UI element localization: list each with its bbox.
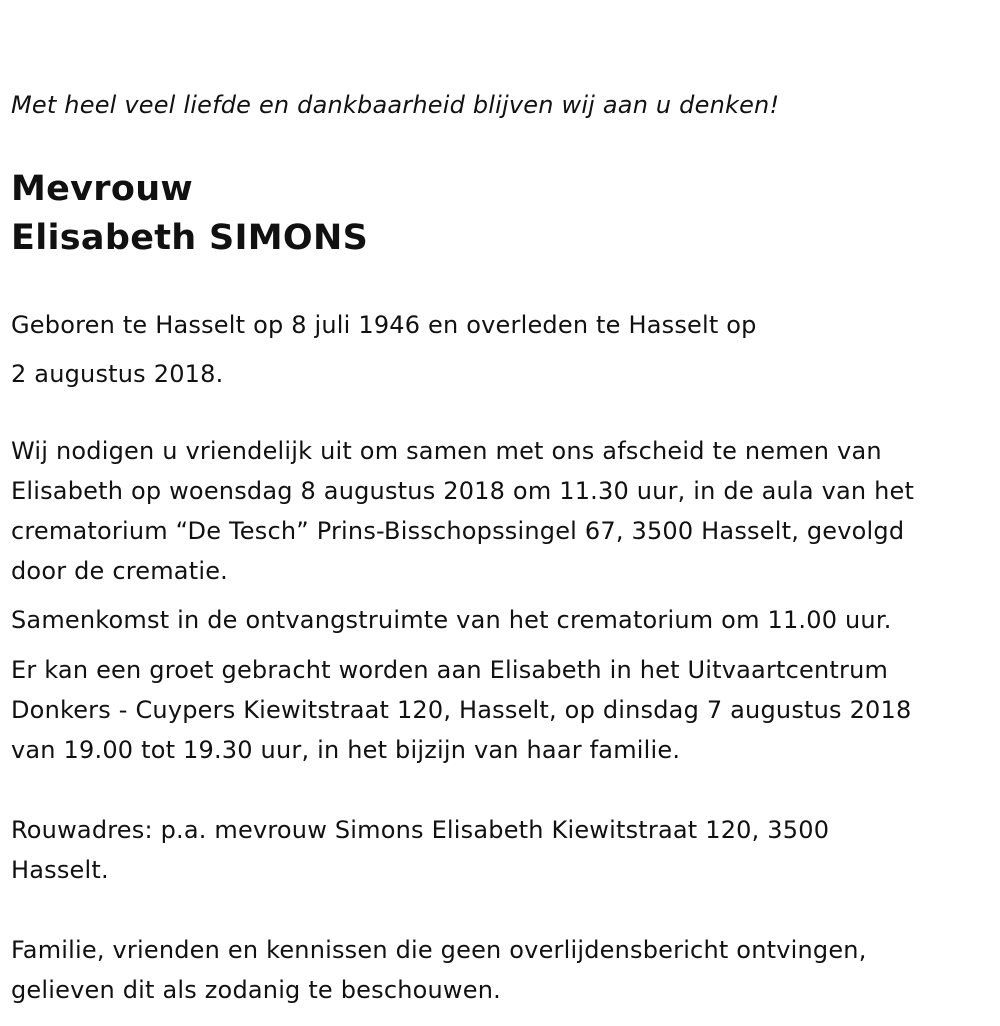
deceased-name	[11, 165, 368, 263]
invitation-paragraph	[11, 431, 991, 591]
birth-line-1: Geboren te Hasselt op 8 juli 1946 en overleden te Hasselt op	[11, 311, 757, 339]
greeting-line-3: van 19.00 tot 19.30 uur, in het bijzijn van haar familie.	[11, 736, 681, 764]
notice-line-1: Familie, vrienden en kennissen die geen overlijdensbericht ontvingen,	[11, 936, 867, 964]
invitation-line-2: Elisabeth op woensdag 8 augustus 2018 om 11.30 uur, in de aula van het	[11, 477, 915, 505]
invitation-line-3: crematorium “De Tesch” Prins-Bisschopssingel 67, 3500 Hasselt, gevolgd	[11, 517, 905, 545]
gathering-line: Samenkomst in de ontvangstruimte van het crematorium om 11.00 uur.	[11, 606, 892, 634]
birth-death-paragraph	[11, 301, 991, 399]
address-line-2: Hasselt.	[11, 856, 109, 884]
intro-text: Met heel veel liefde en dankbaarheid blijven wij aan u denken!	[11, 91, 780, 119]
greeting-line-2: Donkers - Cuypers Kiewitstraat 120, Hasselt, op dinsdag 7 augustus 2018	[11, 696, 912, 724]
name-full: Elisabeth SIMONS	[11, 218, 369, 258]
mourning-address-paragraph	[11, 810, 991, 890]
greeting-paragraph	[11, 650, 991, 770]
name-title: Mevrouw	[11, 169, 194, 209]
invitation-line-1: Wij nodigen u vriendelijk uit om samen met ons afscheid te nemen van	[11, 437, 882, 465]
gathering-paragraph	[11, 600, 991, 640]
notice-paragraph	[11, 930, 991, 1010]
greeting-line-1: Er kan een groet gebracht worden aan Elisabeth in het Uitvaartcentrum	[11, 656, 889, 684]
notice-line-2: gelieven dit als zodanig te beschouwen.	[11, 976, 501, 1004]
birth-line-2: 2 augustus 2018.	[11, 360, 224, 388]
invitation-line-4: door de crematie.	[11, 557, 228, 585]
address-line-1: Rouwadres: p.a. mevrouw Simons Elisabeth Kiewitstraat 120, 3500	[11, 816, 830, 844]
